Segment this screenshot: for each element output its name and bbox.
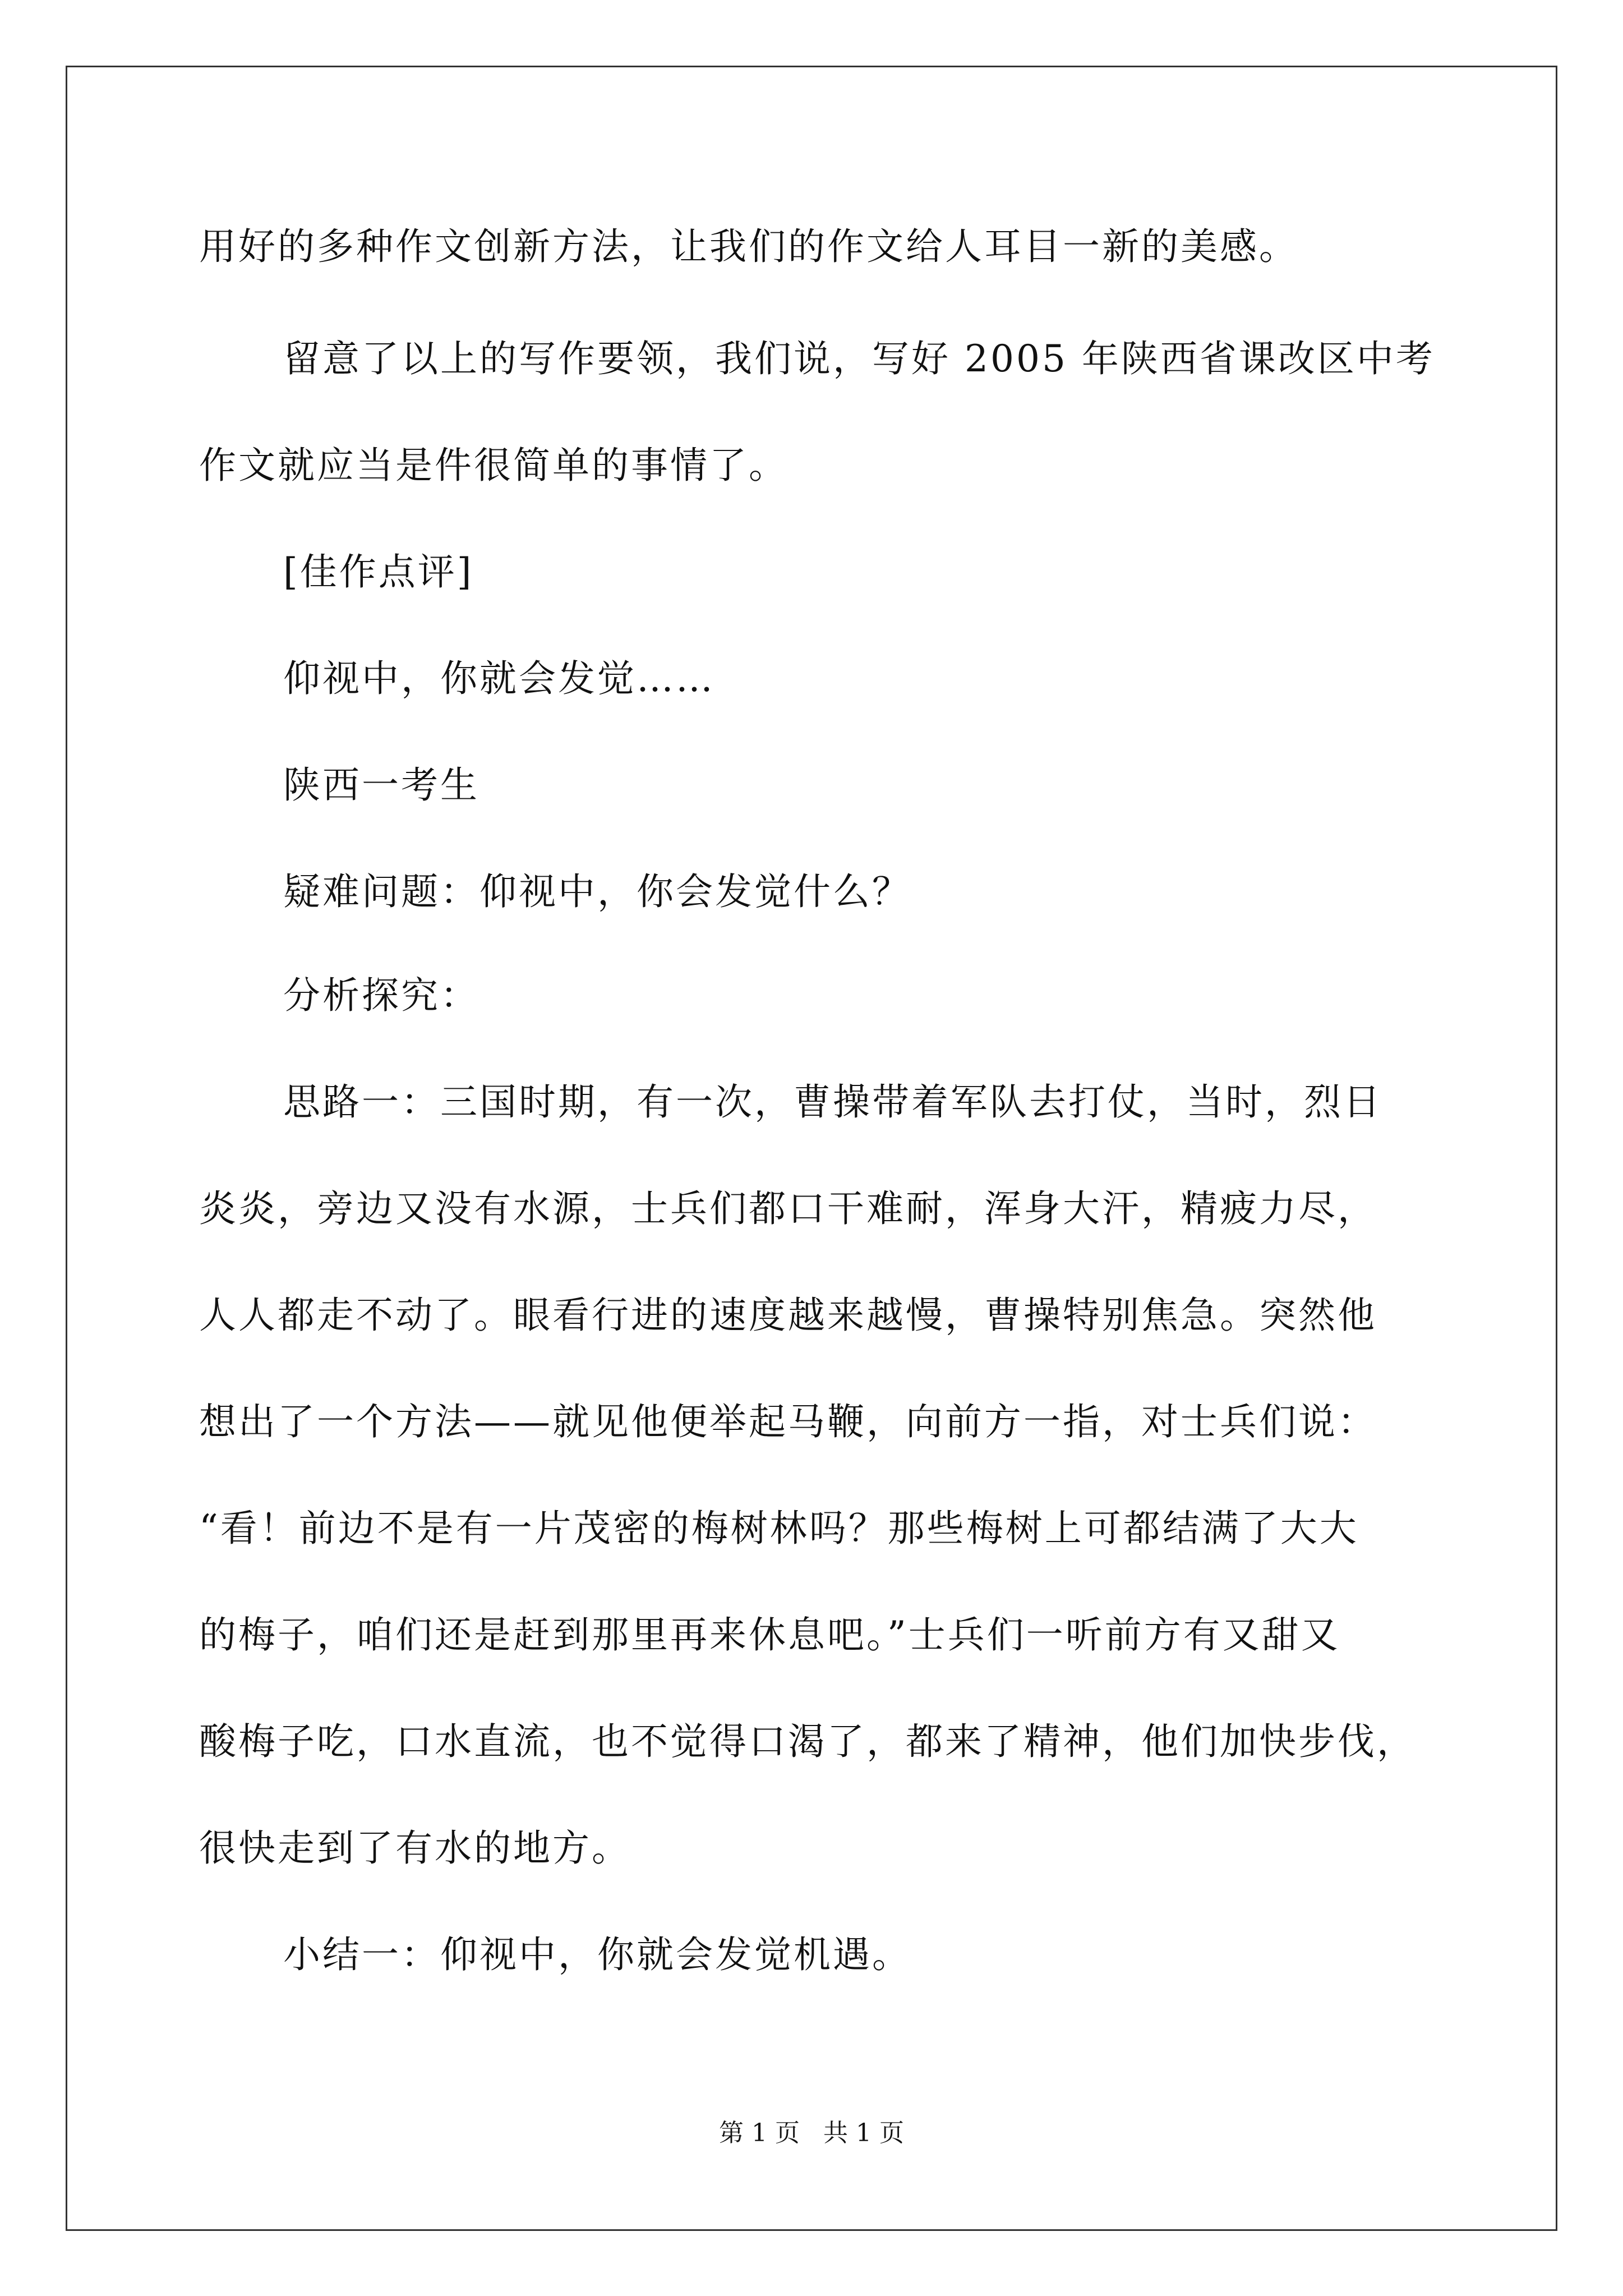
essay-title: 仰视中，你就会发觉…… [283,657,715,700]
text-line: “看！前边不是有一片茂密的梅树林吗？那些梅树上可都结满了大大 [199,1507,1359,1550]
text-line: 疑难问题：仰视中，你会发觉什么？ [283,870,911,913]
text-line: 分析探究： [283,974,479,1017]
text-line: 炎炎，旁边又没有水源，士兵们都口干难耐，浑身大汗，精疲力尽， [199,1187,1377,1230]
text-line: 很快走到了有水的地方。 [199,1826,631,1870]
text-line: 想出了一个方法——就见他便举起马鞭，向前方一指，对士兵们说： [199,1400,1377,1443]
text-line: 作文就应当是件很简单的事情了。 [199,444,788,487]
text-line: 留意了以上的写作要领，我们说，写好 2005 年陕西省课改区中考 [283,337,1435,380]
text-line: 酸梅子吃，口水直流，也不觉得口渴了，都来了精神，他们加快步伐， [199,1720,1416,1763]
essay-author: 陕西一考生 [283,763,479,807]
text-line: 人人都走不动了。眼看行进的速度越来越慢，曹操特别焦急。突然他 [199,1294,1377,1337]
text-line: 思路一：三国时期，有一次，曹操带着军队去打仗，当时，烈日 [283,1080,1382,1124]
page-border [66,66,1557,2231]
page-footer: 第 1 页 共 1 页 [719,2119,904,2147]
text-line: 用好的多种作文创新方法，让我们的作文给人耳目一新的美感。 [199,225,1298,268]
text-line: 小结一：仰视中，你就会发觉机遇。 [283,1933,911,1976]
text-line: 的梅子，咱们还是赶到那里再来休息吧。”士兵们一听前方有又甜又 [199,1613,1340,1657]
section-heading: [佳作点评] [283,550,474,593]
